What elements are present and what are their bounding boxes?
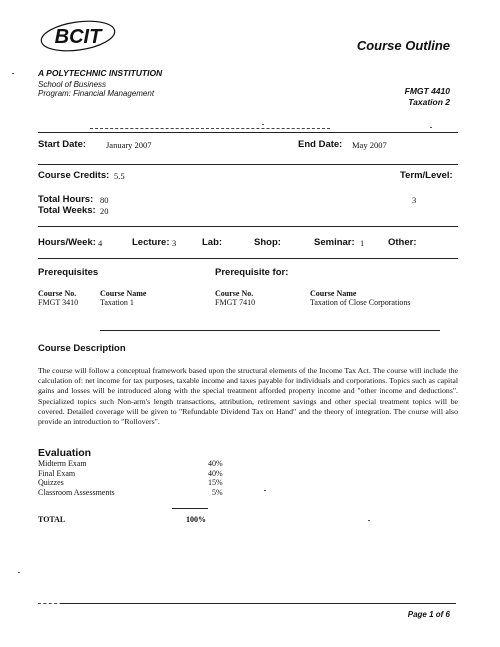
table-row <box>38 478 223 488</box>
hours-week-value: 4 <box>98 238 103 248</box>
course-credits-value: 5.5 <box>114 171 125 181</box>
prereq-for-col-course-no: Course No. <box>215 289 254 298</box>
course-credits-label: Course Credits: <box>38 170 110 181</box>
eval-item-pct: 15% <box>208 478 223 487</box>
divider <box>38 132 458 133</box>
course-identifier <box>405 86 450 108</box>
scan-speck <box>368 520 370 521</box>
document-title: Course Outline <box>356 38 450 53</box>
eval-total-value: 100% <box>186 515 206 524</box>
start-date-value: January 2007 <box>106 140 152 150</box>
scan-speck <box>430 127 432 128</box>
lecture-value: 3 <box>172 238 177 248</box>
course-description-text: The course will follow a conceptual framework based upon the structural elements of the Income Tax Act. The course will include the calculation of: net income for tax purposes, taxable income and taxes payable for individuals and corporations. Topics such as capital gains and losses will be introduced along with the special treatment afforded property income and "other income and deductions". Specialized topics such Non-arm's length transactions, attribution, retirement savings and other special treatment topics will be covered. Detailed coverage will be given to "Refundable Dividend Tax on Hand" and the theory of integration. The course will also provide an introduction to "Rollovers". <box>38 366 458 427</box>
prereq-course-no: FMGT 3410 <box>38 298 79 307</box>
page-number: Page 1 of 6 <box>407 610 450 619</box>
footer-rule <box>60 603 456 604</box>
eval-item-pct: 40% <box>208 459 223 468</box>
prereq-course-name: Taxation 1 <box>100 298 134 307</box>
prereq-for-course-name: Taxation of Close Corporations <box>310 298 411 307</box>
hours-week-label: Hours/Week: <box>38 237 96 248</box>
prerequisites-heading: Prerequisites <box>38 267 99 278</box>
table-row <box>38 488 223 498</box>
start-date-label: Start Date: <box>38 139 87 150</box>
scan-speck <box>18 572 20 573</box>
seminar-value: 1 <box>360 238 365 248</box>
eval-item-name: Quizzes <box>38 478 64 487</box>
course-code: FMGT 4410 <box>404 86 450 96</box>
shop-label: Shop: <box>254 237 281 248</box>
lecture-label: Lecture: <box>132 237 170 248</box>
divider <box>38 164 458 165</box>
table-row <box>38 469 223 479</box>
program-name: Program: Financial Management <box>38 89 155 98</box>
total-weeks-label: Total Weeks: <box>38 205 96 216</box>
prereq-col-course-no: Course No. <box>38 289 77 298</box>
divider <box>90 128 330 129</box>
end-date-label: End Date: <box>298 139 343 150</box>
evaluation-table <box>38 459 223 497</box>
eval-item-pct: 5% <box>212 487 223 497</box>
seminar-label: Seminar: <box>314 237 355 248</box>
term-level-value: 3 <box>412 195 417 205</box>
course-title: Taxation 2 <box>408 97 450 107</box>
eval-item-pct: 40% <box>208 468 223 478</box>
lab-label: Lab: <box>202 237 223 248</box>
divider <box>100 330 440 331</box>
total-hours-label: Total Hours: <box>38 194 94 205</box>
divider <box>38 258 458 259</box>
eval-total-label: TOTAL <box>38 515 66 524</box>
table-row <box>38 459 223 469</box>
school-program <box>38 80 154 98</box>
course-description-heading: Course Description <box>38 343 126 354</box>
other-label: Other: <box>388 237 417 248</box>
eval-item-name: Final Exam <box>38 468 76 478</box>
prereq-for-course-no: FMGT 7410 <box>215 298 256 307</box>
divider <box>38 226 458 227</box>
total-weeks-value: 20 <box>100 206 109 216</box>
prerequisite-for-heading: Prerequisite for: <box>215 267 289 278</box>
scan-speck <box>264 490 266 491</box>
logo-text: BCIT <box>54 26 102 48</box>
eval-item-name: Midterm Exam <box>38 459 87 468</box>
prereq-for-col-course-name: Course Name <box>310 289 357 298</box>
total-divider <box>172 508 208 509</box>
scan-speck <box>12 73 14 74</box>
evaluation-heading: Evaluation <box>38 447 92 459</box>
total-hours-value: 80 <box>100 195 109 205</box>
bcit-logo <box>38 14 118 60</box>
term-level-label: Term/Level: <box>400 170 453 181</box>
end-date-value: May 2007 <box>352 140 387 150</box>
scan-speck <box>262 124 264 125</box>
institution-line: A POLYTECHNIC INSTITUTION <box>38 68 163 78</box>
prereq-col-course-name: Course Name <box>100 289 147 298</box>
eval-item-name: Classroom Assessments <box>38 487 115 497</box>
school-name: School of Business <box>38 80 107 89</box>
